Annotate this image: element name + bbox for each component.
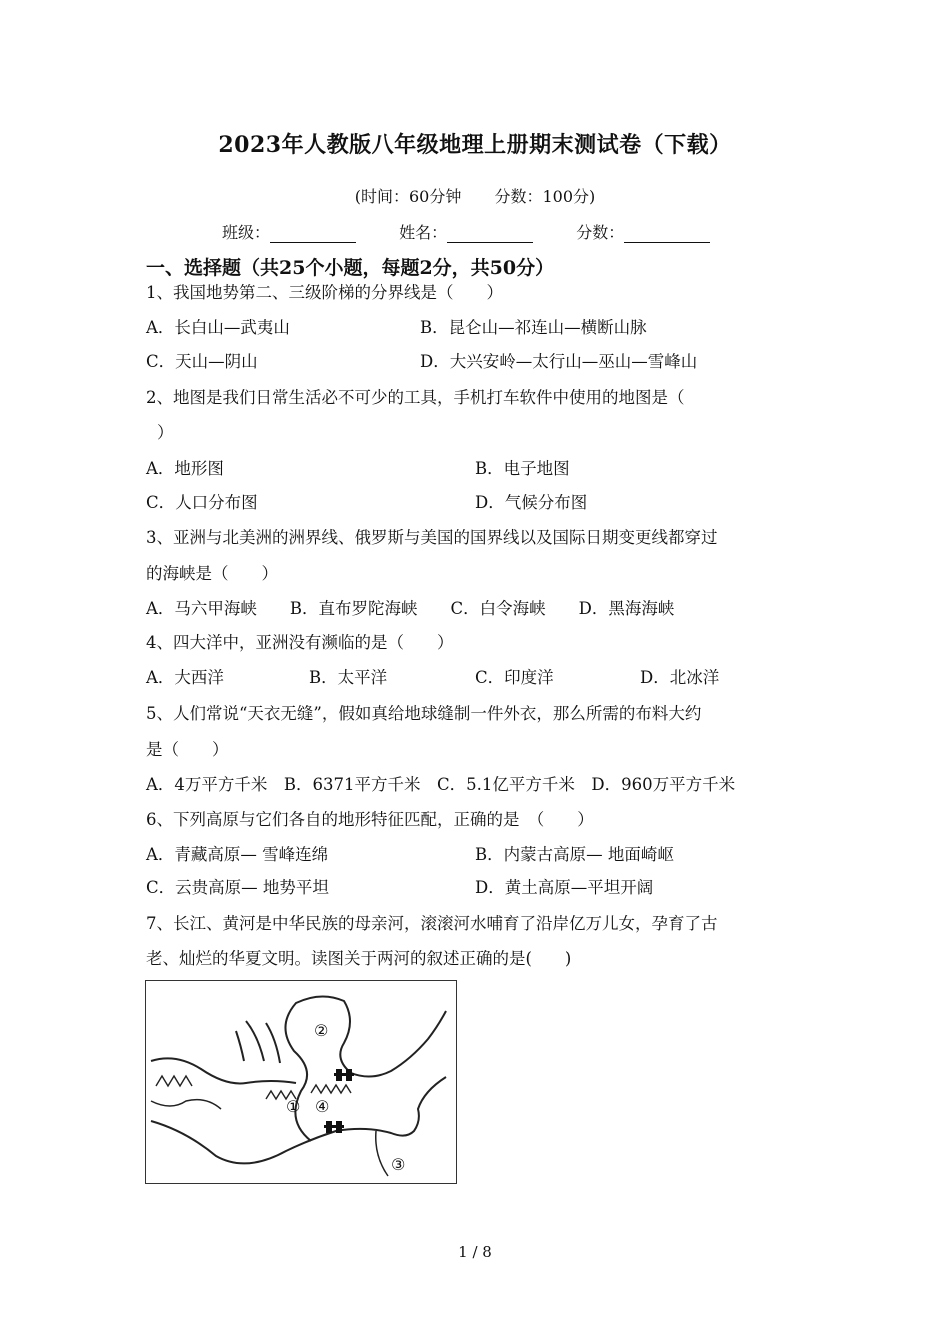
question-6-option-c: C．云贵高原— 地势平坦 [146,878,329,897]
question-6-option-b: B．内蒙古高原— 地面崎岖 [475,845,674,864]
question-2-option-d: D．气候分布图 [475,493,588,512]
yellow-river [285,996,446,1141]
question-4-option-c: C．印度洋 [475,668,554,687]
question-6-stem: 6、下列高原与它们各自的地形特征匹配，正确的是 （ ） [146,810,594,829]
question-4-option-a: A．大西洋 [146,668,224,687]
map-label-1: ① [286,1097,301,1116]
question-1-stem: 1、我国地势第二、三级阶梯的分界线是（ ） [146,283,503,302]
question-1-option-d: D．大兴安岭—太行山—巫山—雪峰山 [420,352,698,371]
question-6-option-d: D．黄土高原—平坦开阔 [475,878,654,897]
tributary-line [236,1031,244,1061]
question-6-option-a: A．青藏高原— 雪峰连绵 [146,845,329,864]
question-2-option-a: A．地形图 [146,459,224,478]
question-4-option-d: D．北冰洋 [640,668,720,687]
question-1-option-c: C．天山—阴山 [146,352,258,371]
student-info [222,220,748,243]
question-1-option-b: B．昆仑山—祁连山—横断山脉 [420,318,647,337]
boundary-line [376,1131,388,1176]
question-2-option-c: C．人口分布图 [146,493,258,512]
question-2-stem: 2、地图是我们日常生活必不可少的工具，手机打车软件中使用的地图是（ [146,388,685,407]
page-number: 1 / 8 [458,1243,492,1261]
score-field: 分数： [576,220,710,243]
river-map [146,981,455,1182]
map-label-2: ② [314,1021,329,1040]
river-map-figure [145,980,457,1184]
question-2-option-b: B．电子地图 [475,459,570,478]
section-title: 一、选择题（共25个小题，每题2分，共50分） [146,257,555,279]
question-4-stem: 4、四大洋中，亚洲没有濒临的是（ ） [146,633,454,652]
mountain-symbols [156,1076,351,1099]
tributary-line [246,1021,264,1061]
class-blank[interactable] [270,226,356,243]
question-7-stem-end: 老、灿烂的华夏文明。读图关于两河的叙述正确的是( ) [146,949,572,968]
exam-meta [0,184,950,207]
question-3-options: A．马六甲海峡 B．直布罗陀海峡 C．白令海峡 D．黑海海峡 [146,599,675,618]
page-title: 2023年人教版八年级地理上册期末测试卷（下载） [218,132,732,158]
question-7-stem: 7、长江、黄河是中华民族的母亲河，滚滚河水哺育了沿岸亿万儿女，孕育了古 [146,914,718,933]
map-label-3: ③ [391,1155,406,1174]
question-1-option-a: A．长白山—武夷山 [146,318,290,337]
question-5-stem-end: 是（ ） [146,740,229,759]
exam-total-score: 分数：100分) [494,187,596,206]
yangtze-river [151,1077,446,1163]
boundary-line [151,1100,221,1109]
map-label-4: ④ [315,1097,330,1116]
question-3-stem: 3、亚洲与北美洲的洲界线、俄罗斯与美国的国界线以及国际日期变更线都穿过 [146,528,718,547]
name-field: 姓名： [399,220,533,243]
name-blank[interactable] [447,226,533,243]
question-4-option-b: B．太平洋 [309,668,388,687]
question-2-stem-end: ） [157,423,174,442]
question-5-options: A．4万平方千米 B．6371平方千米 C．5.1亿平方千米 D．960万平方千米 [146,775,736,794]
question-5-stem: 5、人们常说“天衣无缝”，假如真给地球缝制一件外衣，那么所需的布料大约 [146,704,702,723]
class-field: 班级： [222,220,356,243]
tributary-line [266,1023,280,1063]
exam-time: (时间：60分钟 [354,187,462,206]
score-blank[interactable] [624,226,710,243]
yellow-river-upper [151,1058,296,1083]
question-3-stem-end: 的海峡是（ ） [146,564,278,583]
